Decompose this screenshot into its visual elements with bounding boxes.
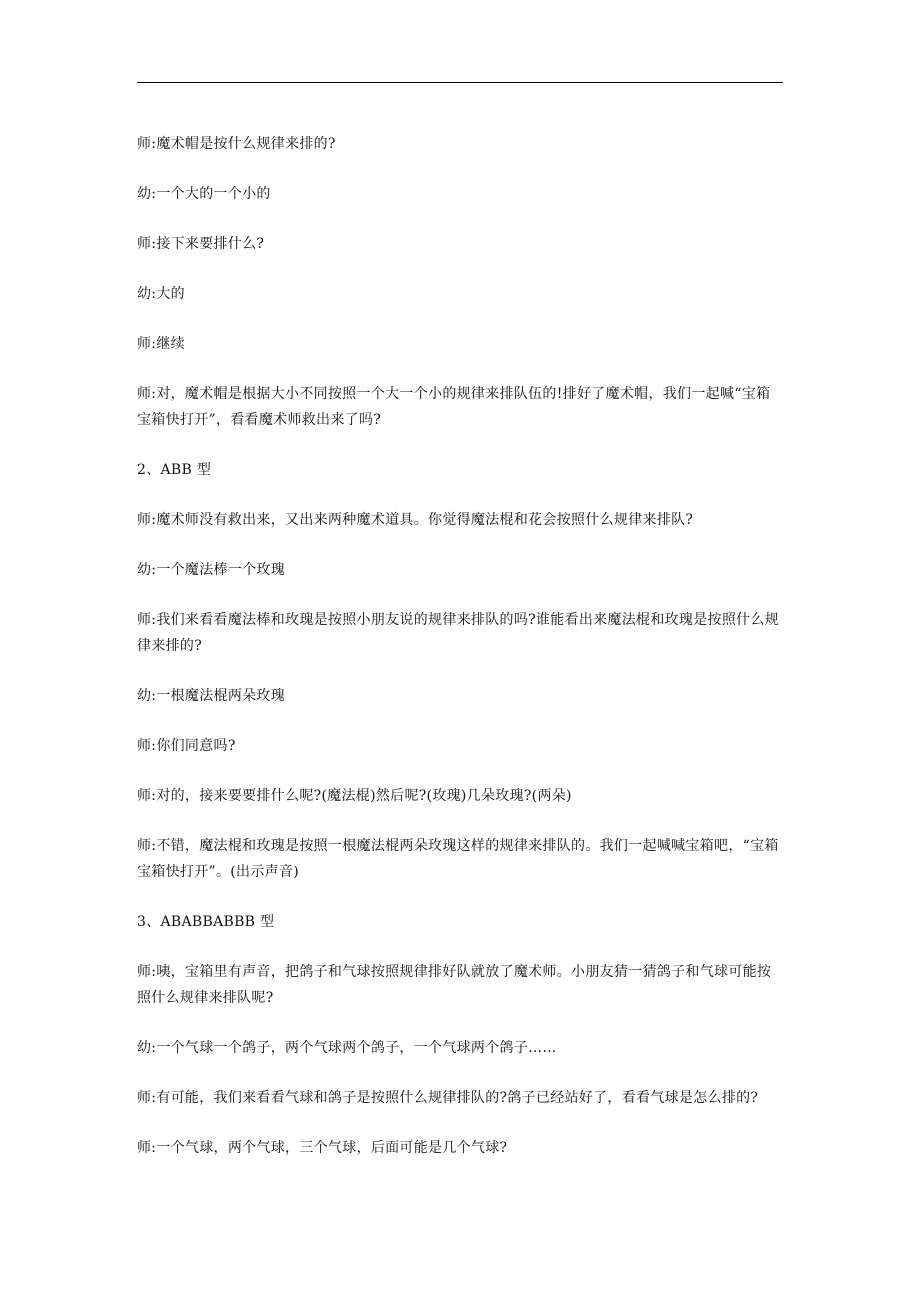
paragraph: 师:魔术帽是按什么规律来排的? (137, 136, 336, 152)
document-body (137, 131, 783, 1185)
paragraph: 师:你们同意吗? (137, 738, 236, 754)
paragraph: 师:魔术师没有救出来，又出来两种魔术道具。你觉得魔法棍和花会按照什么规律来排队? (137, 512, 694, 528)
paragraph: 师:对的，接来要要排什么呢?(魔法棍)然后呢?(玫瑰)几朵玫瑰?(两朵) (137, 788, 572, 804)
paragraph: 师:对，魔术帽是根据大小不同按照一个大一个小的规律来排队伍的!排好了魔术帽，我们一起喊“宝箱宝箱快打开”，看看魔术师救出来了吗? (137, 386, 771, 428)
paragraph: 师:我们来看看魔法棒和玫瑰是按照小朋友说的规律来排队的吗?谁能看出来魔法棍和玫瑰是按照什么规律来排的? (137, 612, 780, 654)
paragraph: 师:咦，宝箱里有声音，把鸽子和气球按照规律排好队就放了魔术师。小朋友猜一猜鸽子和气球可能按照什么规律来排队呢? (137, 964, 772, 1006)
paragraph: 幼:一个魔法棒一个玫瑰 (137, 562, 286, 578)
paragraph: 幼:一个气球一个鸽子，两个气球两个鸽子，一个气球两个鸽子…… (137, 1040, 557, 1056)
paragraph: 师:一个气球，两个气球，三个气球，后面可能是几个气球? (137, 1140, 508, 1156)
section-heading: 3、ABABBABBB 型 (137, 914, 275, 930)
paragraph: 幼:一根魔法棍两朵玫瑰 (137, 688, 286, 704)
section-heading: 2、ABB 型 (137, 462, 212, 478)
paragraph: 师:不错，魔法棍和玫瑰是按照一根魔法棍两朵玫瑰这样的规律来排队的。我们一起喊喊宝箱吧，“宝箱宝箱快打开”。(出示声音) (137, 838, 779, 880)
paragraph: 师:有可能，我们来看看气球和鸽子是按照什么规律排队的?鸽子已经站好了，看看气球是怎么排的? (137, 1090, 759, 1106)
header-rule (137, 82, 783, 83)
paragraph: 师:接下来要排什么? (137, 236, 265, 252)
paragraph: 幼:大的 (137, 286, 185, 302)
paragraph: 幼:一个大的一个小的 (137, 186, 271, 202)
paragraph: 师:继续 (137, 336, 185, 352)
